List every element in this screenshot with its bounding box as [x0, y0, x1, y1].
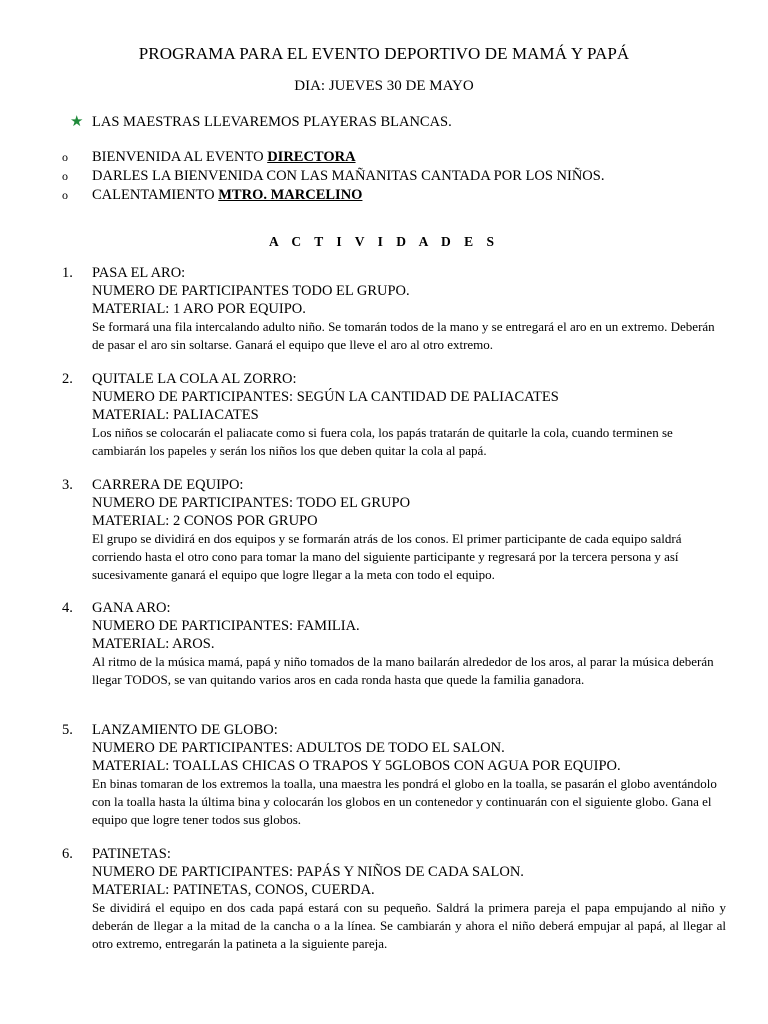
program-list: [62, 148, 604, 205]
activity-name: PASA EL ARO:: [92, 265, 186, 281]
bullet-marker: o: [62, 169, 68, 183]
activity-4: [62, 599, 726, 689]
activity-participants: NUMERO DE PARTICIPANTES: PAPÁS Y NIÑOS DE CADA SALON.: [92, 864, 524, 880]
activity-name: QUITALE LA COLA AL ZORRO:: [92, 371, 297, 387]
activity-material: MATERIAL: PALIACATES: [92, 407, 259, 423]
activity-participants: NUMERO DE PARTICIPANTES: TODO EL GRUPO: [92, 495, 411, 511]
activity-description: Se dividirá el equipo en dos cada papá estará con su pequeño. Saldrá la primera pareja el papa empujando al niño y deberán de llegar a la mitad de la cancha o a la línea. Se cambiarán y ahora el niño deberá empujar al papá, al llegar al otro extremo, entregarán la patineta a la siguiente pareja.: [92, 900, 726, 951]
activity-description: Los niños se colocarán el paliacate como si fuera cola, los papás tratarán de quitarle la cola, cuando terminen se cambiarán los papeles y serán los niños los que deben quitar la cola al papá.: [92, 425, 673, 458]
teachers-note-text: LAS MAESTRAS LLEVAREMOS PLAYERAS BLANCAS.: [92, 114, 452, 130]
activity-material: MATERIAL: 1 ARO POR EQUIPO.: [92, 301, 306, 317]
activity-description: El grupo se dividirá en dos equipos y se formarán atrás de los conos. El primer participante de cada equipo saldrá corriendo hasta el otro cono para tomar la mano del siguiente participante y regresará por la tercera persona y así sucesivamente ganará el equipo que logre llegar a la meta con todo el equipo.: [92, 531, 682, 582]
activity-description: Se formará una fila intercalando adulto niño. Se tomarán todos de la mano y se entregará el aro en un extremo. Deberán de pasar el aro sin soltarse. Ganará el equipo que lleve el aro al otro extremo.: [92, 319, 715, 352]
event-date: DIA: JUEVES 30 DE MAYO: [294, 78, 474, 94]
activity-name: LANZAMIENTO DE GLOBO:: [92, 722, 278, 738]
activity-number: 4.: [62, 600, 73, 616]
activity-6: [62, 845, 726, 953]
program-item: [62, 186, 604, 205]
activity-3: [62, 476, 726, 584]
activity-participants: NUMERO DE PARTICIPANTES: ADULTOS DE TODO EL SALON.: [92, 740, 505, 756]
activity-2: [62, 370, 726, 460]
activity-participants: NUMERO DE PARTICIPANTES: FAMILIA.: [92, 618, 360, 634]
activity-number: 3.: [62, 477, 73, 493]
activities-heading: A C T I V I D A D E S: [268, 234, 500, 249]
activity-name: PATINETAS:: [92, 846, 171, 862]
activity-name: GANA ARO:: [92, 600, 171, 616]
program-item-text: BIENVENIDA AL EVENTO DIRECTORA: [92, 149, 356, 165]
activity-participants: NUMERO DE PARTICIPANTES: SEGÚN LA CANTIDAD DE PALIACATES: [92, 389, 559, 405]
program-item-text: CALENTAMIENTO MTRO. MARCELINO: [92, 187, 363, 203]
teachers-note: [70, 112, 452, 131]
activity-1: [62, 264, 726, 354]
star-icon: ★: [70, 114, 84, 130]
program-item-text: DARLES LA BIENVENIDA CON LAS MAÑANITAS CANTADA POR LOS NIÑOS.: [92, 168, 605, 184]
activity-number: 1.: [62, 265, 73, 281]
activity-material: MATERIAL: TOALLAS CHICAS O TRAPOS Y 5GLOBOS CON AGUA POR EQUIPO.: [92, 758, 621, 774]
program-item-highlight: MTRO. MARCELINO: [218, 187, 363, 203]
activity-name: CARRERA DE EQUIPO:: [92, 477, 244, 493]
bullet-marker: o: [62, 150, 68, 164]
activity-number: 5.: [62, 722, 73, 738]
activity-participants: NUMERO DE PARTICIPANTES TODO EL GRUPO.: [92, 283, 410, 299]
activity-number: 6.: [62, 846, 73, 862]
activity-description: En binas tomaran de los extremos la toalla, una maestra les pondrá el globo en la toalla, se pasarán el globo aventándolo con la toalla hasta la última bina y colocarán los globos en un contenedor y continuarán con el siguiente globo. Gana el equipo que logre tener todos sus globos.: [92, 776, 717, 827]
program-item: [62, 167, 604, 186]
program-item: [62, 148, 604, 167]
document-title: PROGRAMA PARA EL EVENTO DEPORTIVO DE MAMÁ Y PAPÁ: [138, 44, 630, 63]
activity-5: [62, 721, 726, 829]
activity-material: MATERIAL: 2 CONOS POR GRUPO: [92, 513, 318, 529]
program-item-highlight: DIRECTORA: [267, 149, 356, 165]
bullet-marker: o: [62, 188, 68, 202]
activity-description: Al ritmo de la música mamá, papá y niño tomados de la mano bailarán alrededor de los aros, al parar la música deberán llegar TODOS, se van quitando varios aros en cada ronda hasta que quede la familia ganadora.: [92, 654, 714, 687]
activity-material: MATERIAL: AROS.: [92, 636, 215, 652]
activity-number: 2.: [62, 371, 73, 387]
activity-material: MATERIAL: PATINETAS, CONOS, CUERDA.: [92, 882, 375, 898]
